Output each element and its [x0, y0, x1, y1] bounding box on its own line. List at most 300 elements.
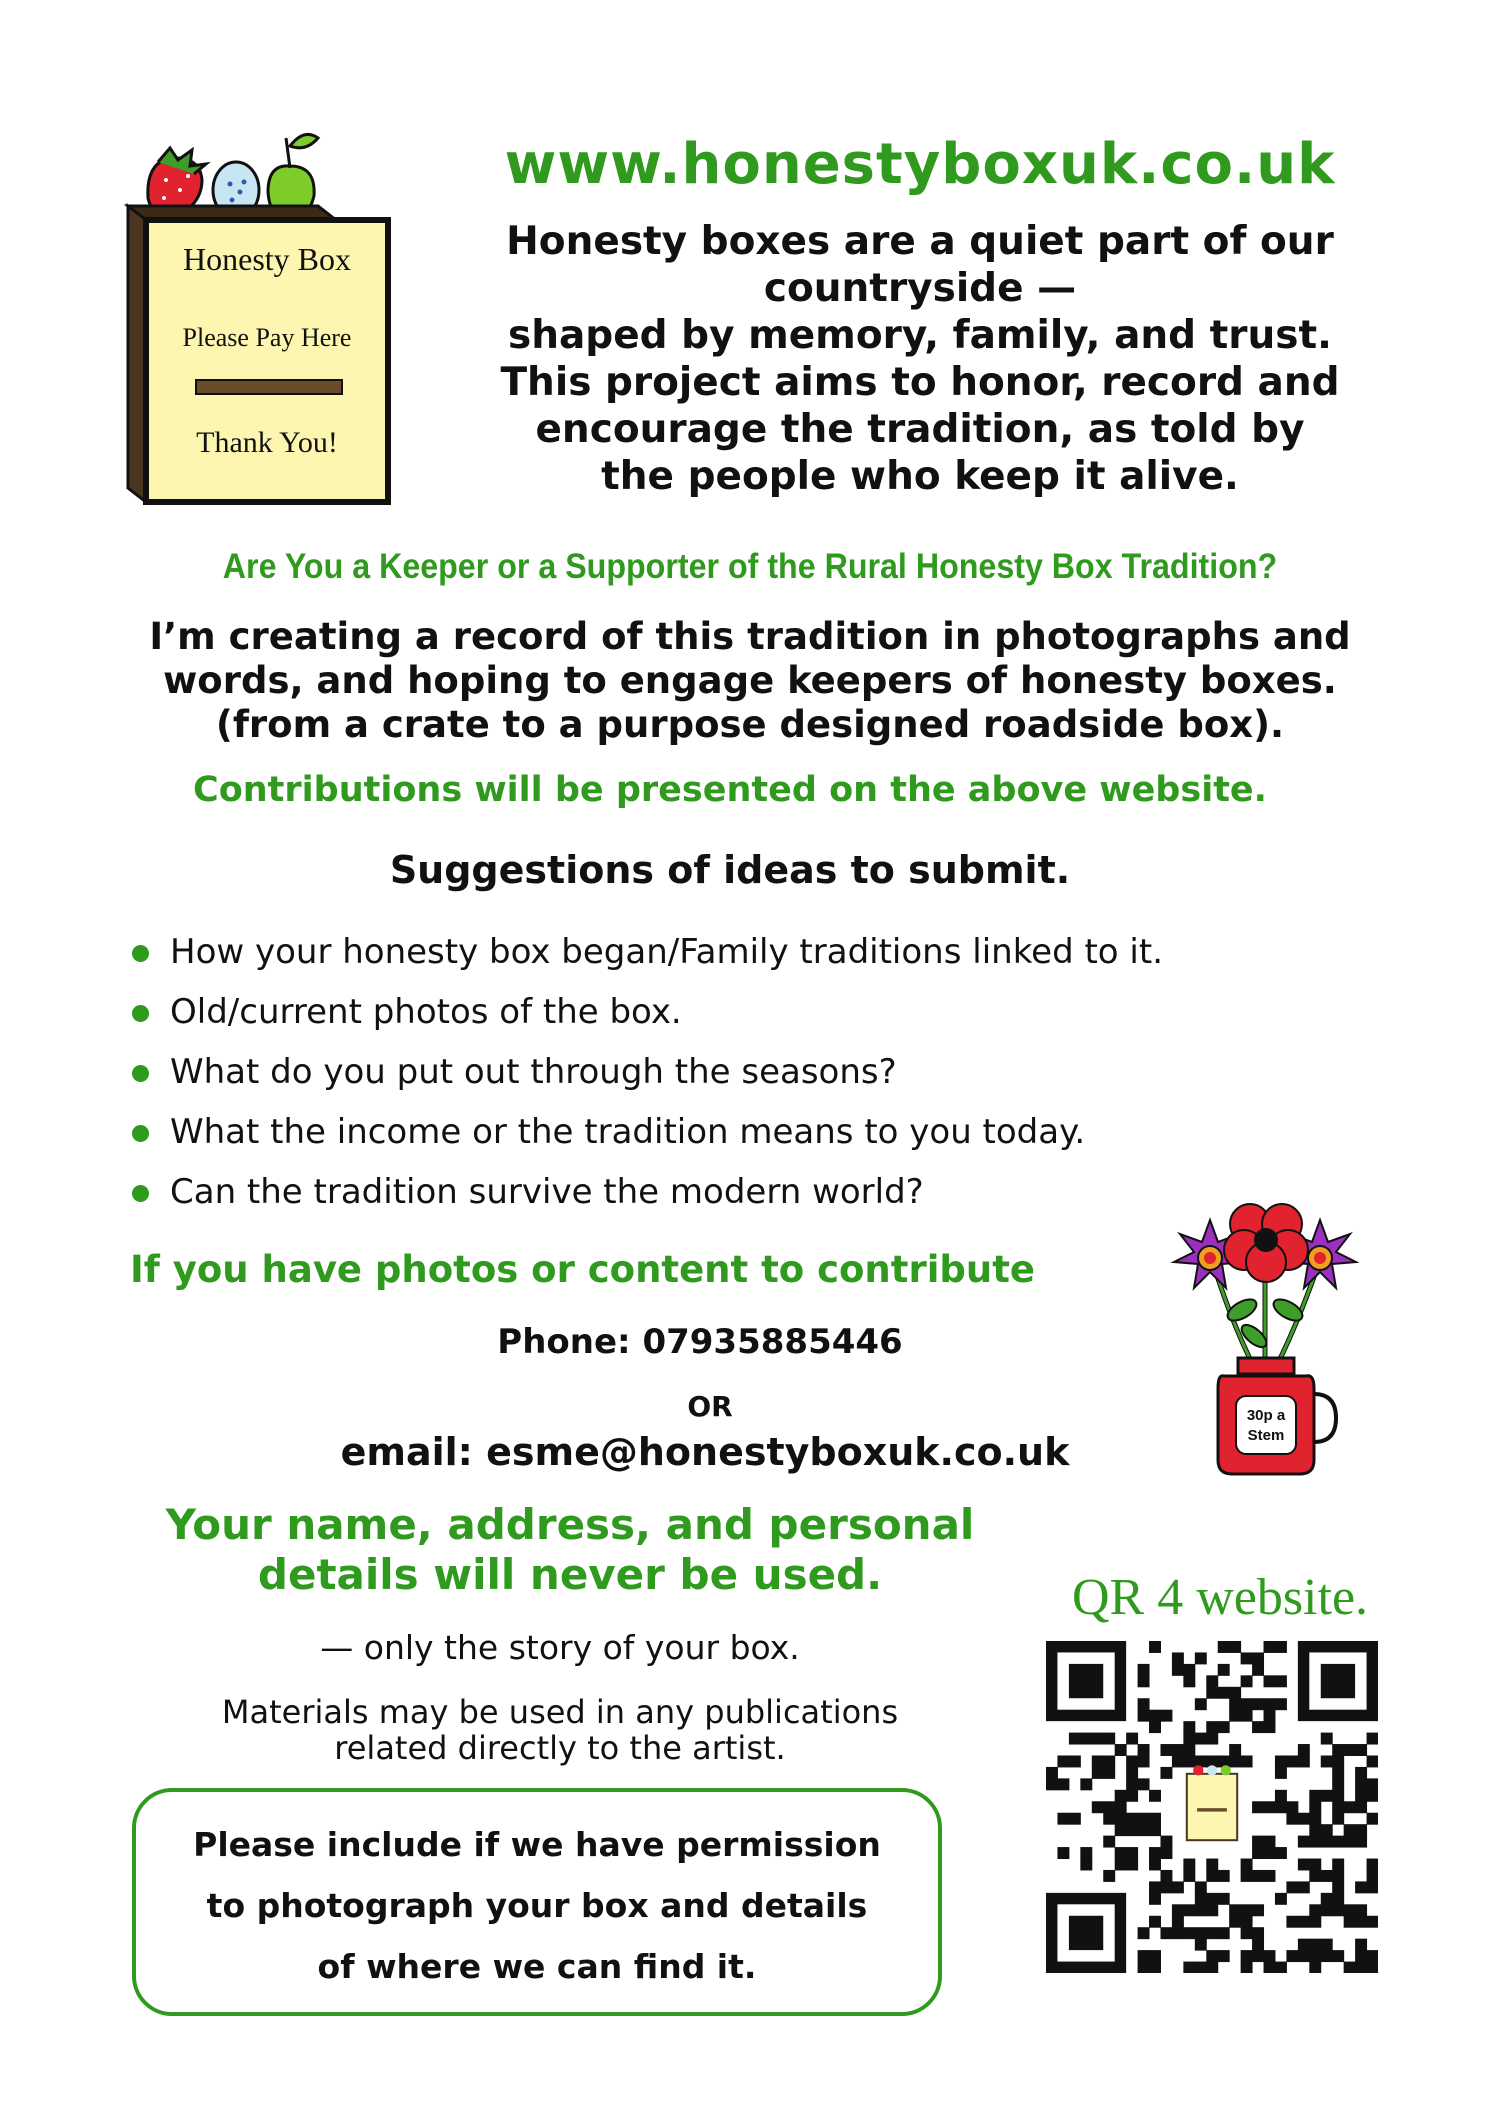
qr-module: [1115, 1824, 1127, 1836]
honesty-box-illustration: [118, 128, 398, 510]
qr-module: [1332, 1950, 1344, 1962]
bullet-icon: [132, 945, 149, 962]
qr-module: [1046, 1778, 1058, 1790]
qr-module: [1275, 1698, 1287, 1710]
qr-module: [1275, 1675, 1287, 1687]
qr-module: [1115, 1801, 1127, 1813]
qr-module: [1309, 1790, 1321, 1802]
qr-module: [1057, 1813, 1069, 1825]
qr-module: [1241, 1950, 1253, 1962]
qr-module: [1252, 1927, 1264, 1939]
qr-module: [1183, 1733, 1195, 1745]
qr-module: [1206, 1950, 1218, 1962]
qr-module: [1160, 1836, 1172, 1848]
qr-module: [1355, 1962, 1367, 1973]
qr-module: [1195, 1652, 1207, 1664]
qr-module: [1160, 1927, 1172, 1939]
qr-module: [1252, 1652, 1264, 1664]
qr-module: [1229, 1744, 1241, 1756]
qr-module: [1321, 1870, 1333, 1882]
qr-module: [1103, 1836, 1115, 1848]
qr-module: [1069, 1755, 1081, 1767]
qr-module: [1206, 1733, 1218, 1745]
qr-module: [1367, 1962, 1378, 1973]
qr-module: [1126, 1778, 1138, 1790]
qr-module: [1218, 1641, 1230, 1653]
qr-module: [1321, 1950, 1333, 1962]
bullet-icon: [132, 1005, 149, 1022]
qr-module: [1298, 1813, 1310, 1825]
qr-module: [1206, 1687, 1218, 1699]
qr-module: [1218, 1687, 1230, 1699]
qr-module: [1264, 1847, 1276, 1859]
qr-module: [1149, 1813, 1161, 1825]
qr-code-graphic: [1046, 1641, 1378, 1973]
or-separator: OR: [687, 1390, 733, 1423]
list-item-text: Old/current photos of the box.: [170, 992, 682, 1032]
bullet-icon: [132, 1185, 149, 1202]
qr-module: [1138, 1664, 1150, 1676]
email-address[interactable]: email: esme@honestyboxuk.co.uk: [340, 1430, 1070, 1474]
qr-module: [1172, 1664, 1184, 1676]
qr-module: [1195, 1962, 1207, 1973]
qr-module: [1229, 1710, 1241, 1722]
privacy-statement: [130, 1500, 1010, 1600]
qr-module: [1321, 1836, 1333, 1848]
qr-module: [1275, 1893, 1287, 1905]
qr-module: [1172, 1916, 1184, 1928]
qr-module: [1344, 1916, 1356, 1928]
qr-module: [1126, 1767, 1138, 1779]
qr-module: [1206, 1859, 1218, 1871]
qr-module: [1149, 1893, 1161, 1905]
qr-module: [1172, 1744, 1184, 1756]
qr-module: [1138, 1824, 1150, 1836]
qr-module: [1218, 1664, 1230, 1676]
qr-module: [1275, 1962, 1287, 1973]
qr-module: [1252, 1939, 1264, 1951]
qr-module: [1321, 1904, 1333, 1916]
qr-module: [1321, 1824, 1333, 1836]
qr-module: [1195, 1698, 1207, 1710]
qr-module: [1298, 1836, 1310, 1848]
intro-line: shaped by memory, family, and trust.: [508, 313, 1332, 358]
qr-module: [1183, 1664, 1195, 1676]
qr-module: [1355, 1836, 1367, 1848]
qr-module: [1172, 1927, 1184, 1939]
qr-module: [1138, 1698, 1150, 1710]
qr-module: [1138, 1962, 1150, 1973]
qr-module: [1149, 1847, 1161, 1859]
qr-module: [1241, 1916, 1253, 1928]
qr-module: [1241, 1927, 1253, 1939]
qr-module: [1252, 1801, 1264, 1813]
phone-number[interactable]: Phone: 07935885446: [497, 1322, 903, 1362]
list-item-text: Can the tradition survive the modern world?: [170, 1172, 924, 1212]
qr-module: [1298, 1755, 1310, 1767]
qr-module: [1264, 1710, 1276, 1722]
qr-module: [1252, 1870, 1264, 1882]
qr-module: [1149, 1721, 1161, 1733]
qr-module: [1309, 1824, 1321, 1836]
list-item-text: What do you put out through the seasons?: [170, 1052, 897, 1092]
qr-module: [1367, 1916, 1378, 1928]
qr-module: [1264, 1870, 1276, 1882]
qr-code[interactable]: [1046, 1641, 1378, 1973]
qr-module: [1126, 1733, 1138, 1745]
qr-module: [1103, 1870, 1115, 1882]
qr-module: [1069, 1733, 1081, 1745]
qr-module: [1321, 1790, 1333, 1802]
qr-module: [1332, 1790, 1344, 1802]
qr-module: [1355, 1790, 1367, 1802]
qr-module: [1172, 1652, 1184, 1664]
qr-module: [1332, 1744, 1344, 1756]
qr-module: [1264, 1836, 1276, 1848]
qr-module: [1275, 1790, 1287, 1802]
qr-module: [1115, 1847, 1127, 1859]
qr-module: [1218, 1950, 1230, 1962]
qr-module: [1126, 1847, 1138, 1859]
qr-title: QR 4 website.: [1071, 1569, 1369, 1626]
qr-module: [1126, 1824, 1138, 1836]
qr-module: [1138, 1675, 1150, 1687]
qr-module: [1160, 1767, 1172, 1779]
qr-module: [1103, 1801, 1115, 1813]
qr-module: [1332, 1859, 1344, 1871]
qr-module: [1252, 1904, 1264, 1916]
materials-line: related directly to the artist.: [334, 1729, 786, 1767]
permission-text: [136, 1814, 938, 1997]
intro-line: encourage the tradition, as told by: [535, 407, 1305, 452]
box-title: Honesty Box: [183, 241, 351, 277]
permission-line: of where we can find it.: [317, 1947, 757, 1986]
qr-module: [1264, 1698, 1276, 1710]
qr-module: [1252, 1847, 1264, 1859]
qr-module: [1138, 1710, 1150, 1722]
qr-module: [1275, 1755, 1287, 1767]
list-item: [130, 930, 1210, 990]
list-item: [130, 990, 1210, 1050]
qr-module: [1149, 1824, 1161, 1836]
qr-module: [1298, 1744, 1310, 1756]
qr-module: [1183, 1927, 1195, 1939]
qr-module: [1218, 1893, 1230, 1905]
intro-line: This project aims to honor, record and: [500, 360, 1340, 405]
qr-module: [1138, 1950, 1150, 1962]
box-pay-line: Please Pay Here: [182, 323, 352, 352]
description-line: words, and hoping to engage keepers of honesty boxes.: [163, 659, 1337, 702]
qr-module: [1080, 1733, 1092, 1745]
qr-module: [1160, 1881, 1172, 1893]
suggestions-list: [130, 930, 1210, 1230]
qr-module: [1286, 1916, 1298, 1928]
qr-module: [1103, 1755, 1115, 1767]
permission-callout: [132, 1788, 942, 2016]
qr-module: [1355, 1904, 1367, 1916]
qr-module: [1286, 1881, 1298, 1893]
qr-module: [1264, 1721, 1276, 1733]
qr-module: [1355, 1767, 1367, 1779]
qr-module: [1286, 1801, 1298, 1813]
qr-module: [1080, 1859, 1092, 1871]
qr-module: [1126, 1813, 1138, 1825]
permission-line: to photograph your box and details: [206, 1886, 868, 1925]
website-url[interactable]: www.honestyboxuk.co.uk: [504, 132, 1336, 197]
qr-module: [1138, 1755, 1150, 1767]
qr-module: [1355, 1778, 1367, 1790]
qr-module: [1355, 1824, 1367, 1836]
qr-module: [1264, 1675, 1276, 1687]
materials-note: [160, 1694, 960, 1766]
qr-module: [1206, 1893, 1218, 1905]
qr-module: [1103, 1733, 1115, 1745]
qr-module: [1092, 1755, 1104, 1767]
box-thanks-line: Thank You!: [196, 426, 338, 459]
qr-module: [1355, 1939, 1367, 1951]
qr-module: [1160, 1870, 1172, 1882]
qr-module: [1367, 1870, 1378, 1882]
qr-module: [1321, 1893, 1333, 1905]
qr-module: [1355, 1801, 1367, 1813]
qr-module: [1138, 1744, 1150, 1756]
qr-module: [1367, 1733, 1378, 1745]
qr-module: [1103, 1767, 1115, 1779]
qr-module: [1057, 1755, 1069, 1767]
qr-module: [1332, 1801, 1344, 1813]
qr-module: [1126, 1859, 1138, 1871]
intro-paragraph: [470, 218, 1370, 500]
qr-module: [1149, 1710, 1161, 1722]
qr-module: [1218, 1870, 1230, 1882]
bullet-icon: [132, 1065, 149, 1082]
qr-module: [1298, 1881, 1310, 1893]
qr-module: [1367, 1813, 1378, 1825]
price-tag-line: 30p a: [1246, 1407, 1286, 1424]
qr-module: [1080, 1778, 1092, 1790]
story-note: — only the story of your box.: [320, 1628, 800, 1667]
qr-module: [1206, 1870, 1218, 1882]
qr-module: [1149, 1641, 1161, 1653]
list-item: [130, 1170, 1210, 1230]
qr-module: [1057, 1847, 1069, 1859]
qr-module: [1138, 1927, 1150, 1939]
qr-module: [1229, 1916, 1241, 1928]
qr-module: [1355, 1916, 1367, 1928]
qr-module: [1309, 1950, 1321, 1962]
qr-module: [1103, 1813, 1115, 1825]
qr-module: [1149, 1859, 1161, 1871]
qr-module: [1092, 1767, 1104, 1779]
qr-module: [1344, 1801, 1356, 1813]
red-poppy-icon: [1224, 1204, 1308, 1282]
price-tag-line: Stem: [1247, 1427, 1285, 1444]
qr-module: [1092, 1801, 1104, 1813]
qr-module: [1241, 1652, 1253, 1664]
flowers-jug-illustration: [1160, 1198, 1370, 1476]
qr-module: [1195, 1904, 1207, 1916]
qr-module: [1183, 1721, 1195, 1733]
qr-module: [1309, 1939, 1321, 1951]
description-line: I’m creating a record of this tradition in photographs and: [149, 615, 1351, 658]
qr-module: [1195, 1893, 1207, 1905]
qr-module: [1309, 1916, 1321, 1928]
qr-module: [1275, 1641, 1287, 1653]
qr-module: [1172, 1904, 1184, 1916]
qr-module: [1332, 1755, 1344, 1767]
qr-module: [1149, 1950, 1161, 1962]
qr-module: [1206, 1675, 1218, 1687]
qr-module: [1344, 1962, 1356, 1973]
qr-module: [1367, 1755, 1378, 1767]
qr-module: [1229, 1641, 1241, 1653]
qr-module: [1195, 1939, 1207, 1951]
qr-module: [1355, 1744, 1367, 1756]
qr-module: [1160, 1710, 1172, 1722]
suggestions-title: Suggestions of ideas to submit.: [389, 848, 1071, 892]
qr-module: [1367, 1790, 1378, 1802]
qr-module: [1275, 1801, 1287, 1813]
qr-module: [1309, 1859, 1321, 1871]
qr-module: [1218, 1927, 1230, 1939]
qr-module: [1241, 1904, 1253, 1916]
qr-module: [1172, 1881, 1184, 1893]
qr-module: [1309, 1813, 1321, 1825]
qr-module: [1126, 1755, 1138, 1767]
qr-module: [1057, 1778, 1069, 1790]
qr-module: [1115, 1813, 1127, 1825]
qr-module: [1367, 1950, 1378, 1962]
qr-logo-icon: [1187, 1774, 1237, 1840]
qr-module: [1275, 1767, 1287, 1779]
qr-module: [1309, 1870, 1321, 1882]
qr-module: [1229, 1687, 1241, 1699]
qr-module: [1298, 1916, 1310, 1928]
qr-module: [1160, 1847, 1172, 1859]
qr-module: [1138, 1813, 1150, 1825]
qr-module: [1195, 1927, 1207, 1939]
qr-module: [1309, 1962, 1321, 1973]
privacy-line: Your name, address, and personal: [165, 1500, 975, 1549]
list-item: [130, 1110, 1210, 1170]
qr-module: [1344, 1904, 1356, 1916]
qr-module: [1321, 1939, 1333, 1951]
qr-module: [1298, 1950, 1310, 1962]
qr-module: [1195, 1733, 1207, 1745]
qr-module: [1252, 1698, 1264, 1710]
qr-module: [1229, 1698, 1241, 1710]
qr-module: [1275, 1847, 1287, 1859]
qr-module: [1252, 1721, 1264, 1733]
qr-module: [1092, 1733, 1104, 1745]
qr-module: [1264, 1962, 1276, 1973]
qr-module: [1046, 1767, 1058, 1779]
description-line: (from a crate to a purpose designed roadside box).: [215, 703, 1285, 746]
qr-module: [1206, 1927, 1218, 1939]
qr-module: [1183, 1744, 1195, 1756]
qr-module: [1241, 1710, 1253, 1722]
qr-module: [1183, 1962, 1195, 1973]
qr-module: [1252, 1664, 1264, 1676]
contributions-note: Contributions will be presented on the above website.: [193, 770, 1267, 810]
qr-module: [1332, 1881, 1344, 1893]
qr-module: [1309, 1904, 1321, 1916]
list-item: [130, 1050, 1210, 1110]
contribute-heading: If you have photos or content to contribute: [130, 1248, 1036, 1291]
qr-module: [1367, 1859, 1378, 1871]
qr-module: [1206, 1904, 1218, 1916]
qr-module: [1241, 1698, 1253, 1710]
qr-module: [1229, 1904, 1241, 1916]
qr-module: [1309, 1836, 1321, 1848]
qr-module: [1332, 1767, 1344, 1779]
qr-module: [1344, 1744, 1356, 1756]
qr-module: [1241, 1870, 1253, 1882]
qr-module: [1286, 1813, 1298, 1825]
qr-module: [1332, 1836, 1344, 1848]
qr-module: [1355, 1950, 1367, 1962]
qr-module: [1298, 1939, 1310, 1951]
qr-module: [1172, 1755, 1184, 1767]
intro-line: countryside —: [763, 266, 1077, 311]
qr-module: [1252, 1836, 1264, 1848]
privacy-line: details will never be used.: [257, 1550, 883, 1599]
qr-module: [1149, 1962, 1161, 1973]
intro-line: Honesty boxes are a quiet part of our: [506, 219, 1334, 264]
qr-module: [1264, 1641, 1276, 1653]
qr-module: [1309, 1801, 1321, 1813]
qr-module: [1321, 1733, 1333, 1745]
materials-line: Materials may be used in any publications: [221, 1693, 899, 1731]
qr-module: [1367, 1881, 1378, 1893]
qr-module: [1332, 1893, 1344, 1905]
qr-module: [1264, 1950, 1276, 1962]
intro-line: the people who keep it alive.: [601, 454, 1239, 499]
qr-module: [1183, 1675, 1195, 1687]
qr-module: [1332, 1778, 1344, 1790]
qr-module: [1332, 1904, 1344, 1916]
qr-module: [1183, 1859, 1195, 1871]
qr-module: [1344, 1824, 1356, 1836]
qr-module: [1241, 1755, 1253, 1767]
qr-module: [1321, 1755, 1333, 1767]
qr-module: [1115, 1859, 1127, 1871]
qr-module: [1332, 1813, 1344, 1825]
qr-module: [1138, 1778, 1150, 1790]
qr-module: [1115, 1790, 1127, 1802]
qr-module: [1126, 1790, 1138, 1802]
qr-module: [1183, 1755, 1195, 1767]
qr-module: [1115, 1744, 1127, 1756]
qr-module: [1264, 1801, 1276, 1813]
qr-module: [1241, 1859, 1253, 1871]
qr-module: [1195, 1881, 1207, 1893]
list-item-text: How your honesty box began/Family traditions linked to it.: [170, 932, 1164, 972]
qr-module: [1183, 1870, 1195, 1882]
qr-module: [1206, 1962, 1218, 1973]
permission-line: Please include if we have permission: [193, 1825, 881, 1864]
qr-module: [1286, 1755, 1298, 1767]
qr-module: [1355, 1881, 1367, 1893]
project-description: [110, 615, 1390, 747]
qr-module: [1218, 1721, 1230, 1733]
qr-module: [1367, 1778, 1378, 1790]
qr-module: [1241, 1962, 1253, 1973]
qr-module: [1149, 1881, 1161, 1893]
keeper-question-heading: Are You a Keeper or a Supporter of the Rural Honesty Box Tradition?: [222, 547, 1278, 586]
qr-module: [1344, 1836, 1356, 1848]
qr-module: [1298, 1859, 1310, 1871]
